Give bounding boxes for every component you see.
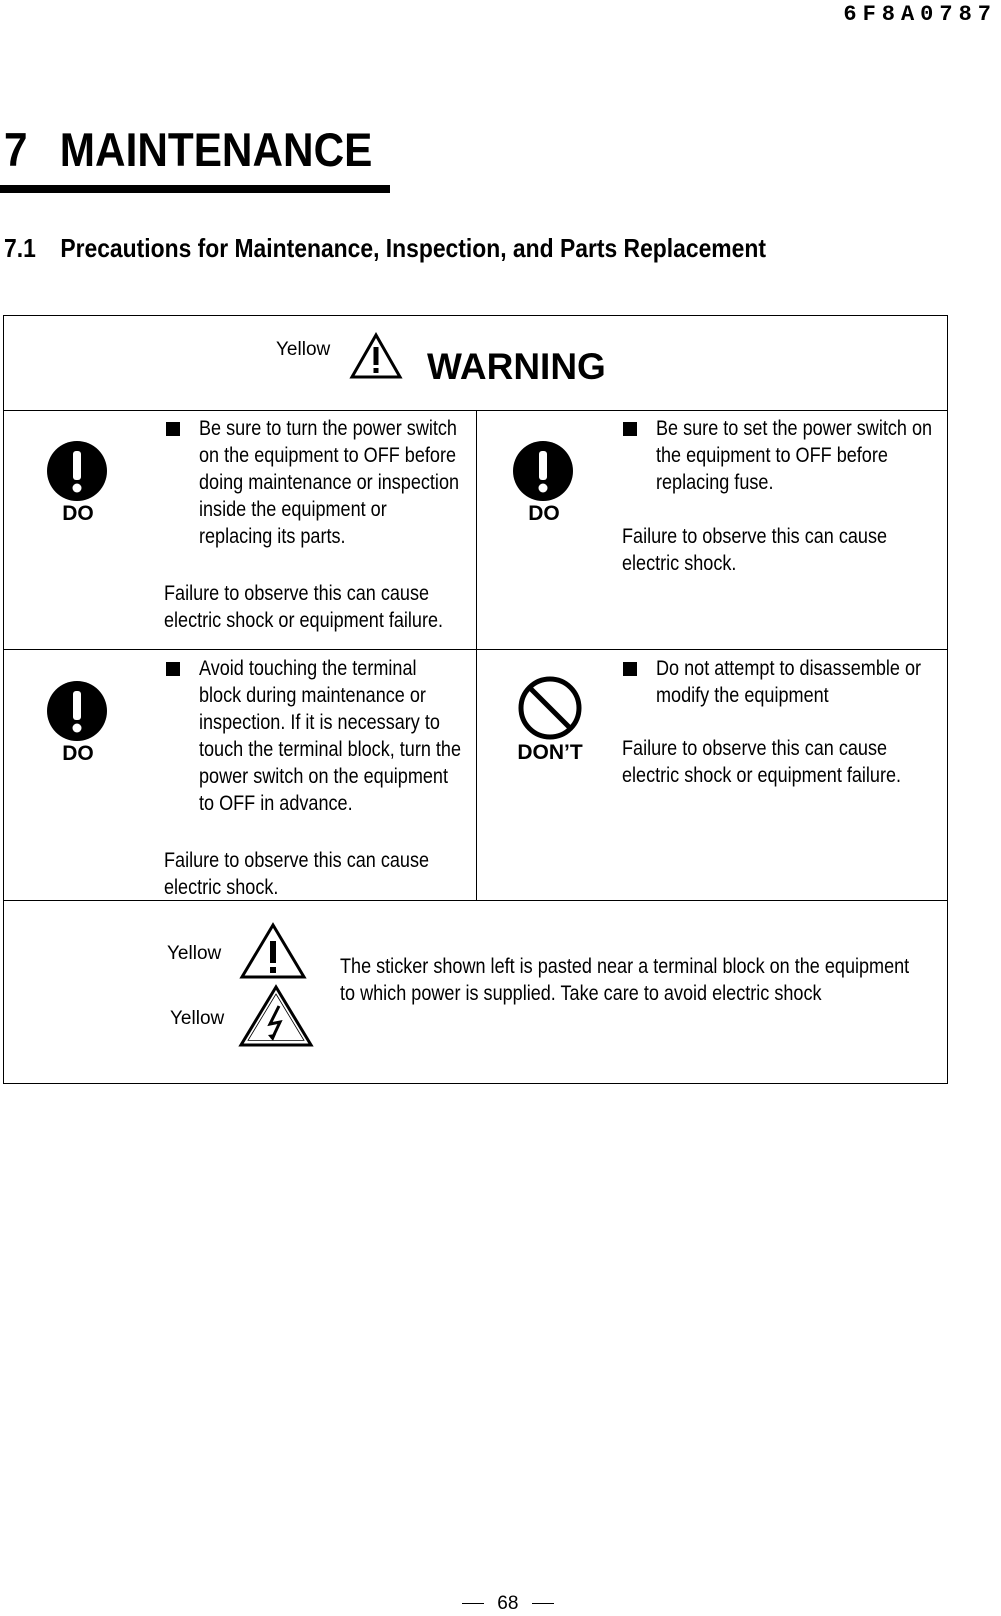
section-title: Precautions for Maintenance, Inspection, and Parts Replacement bbox=[60, 233, 766, 263]
instruction-text: Be sure to set the power switch on the equipment to OFF before replacing fuse. bbox=[656, 417, 933, 494]
page-footer bbox=[462, 1593, 554, 1615]
chapter-number: 7 bbox=[4, 123, 28, 176]
bullet-square bbox=[623, 422, 637, 436]
footer-dash bbox=[532, 1603, 554, 1604]
electric-shock-icon bbox=[238, 984, 314, 1048]
sticker-color-label: Yellow bbox=[167, 943, 222, 964]
exclamation-circle-icon bbox=[46, 680, 108, 742]
sticker-description: The sticker shown left is pasted near a terminal block on the equipment to which power is supplied. Take care to avoid electric shock bbox=[340, 955, 910, 1005]
do-label: DO bbox=[62, 742, 94, 765]
sticker-color-label: Yellow bbox=[170, 1008, 225, 1029]
bullet-square bbox=[166, 662, 180, 676]
warning-triangle-icon bbox=[239, 922, 307, 980]
do-label: DO bbox=[528, 502, 560, 525]
instruction-text: Be sure to turn the power switch on the equipment to OFF before doing maintenance or inspection inside the equipment or replacing its parts. bbox=[199, 417, 460, 548]
exclamation-circle-icon bbox=[46, 440, 108, 502]
section-heading bbox=[4, 233, 766, 264]
chapter-underline bbox=[0, 185, 390, 193]
exclamation-circle-icon bbox=[512, 440, 574, 502]
bullet-square bbox=[623, 662, 637, 676]
page-number: 68 bbox=[497, 1593, 519, 1614]
warning-color-label: Yellow bbox=[276, 339, 331, 360]
divider-vertical bbox=[476, 410, 477, 900]
chapter-title: MAINTENANCE bbox=[59, 123, 373, 176]
chapter-heading bbox=[4, 122, 372, 177]
warning-title: WARNING bbox=[427, 346, 606, 387]
instruction-text: Avoid touching the terminal block during maintenance or inspection. If it is necessary to touch the terminal block, turn the power switch on the equipment to OFF in advance. bbox=[199, 657, 462, 815]
footer-dash bbox=[462, 1603, 484, 1604]
document-code: 6F8A0787 bbox=[843, 2, 997, 27]
dont-label: DON’T bbox=[517, 741, 583, 764]
consequence-text: Failure to observe this can cause electric shock or equipment failure. bbox=[164, 582, 444, 632]
consequence-text: Failure to observe this can cause electric shock or equipment failure. bbox=[622, 737, 902, 787]
instruction-text: Do not attempt to disassemble or modify the equipment bbox=[656, 657, 922, 707]
warning-triangle-icon bbox=[349, 332, 403, 380]
divider-bottom bbox=[4, 900, 947, 901]
warning-box bbox=[3, 315, 948, 1084]
consequence-text: Failure to observe this can cause electric shock. bbox=[622, 525, 888, 575]
section-number: 7.1 bbox=[4, 233, 36, 263]
do-label: DO bbox=[62, 502, 94, 525]
consequence-text: Failure to observe this can cause electric shock. bbox=[164, 849, 430, 899]
prohibited-icon bbox=[517, 675, 583, 741]
bullet-square bbox=[166, 422, 180, 436]
